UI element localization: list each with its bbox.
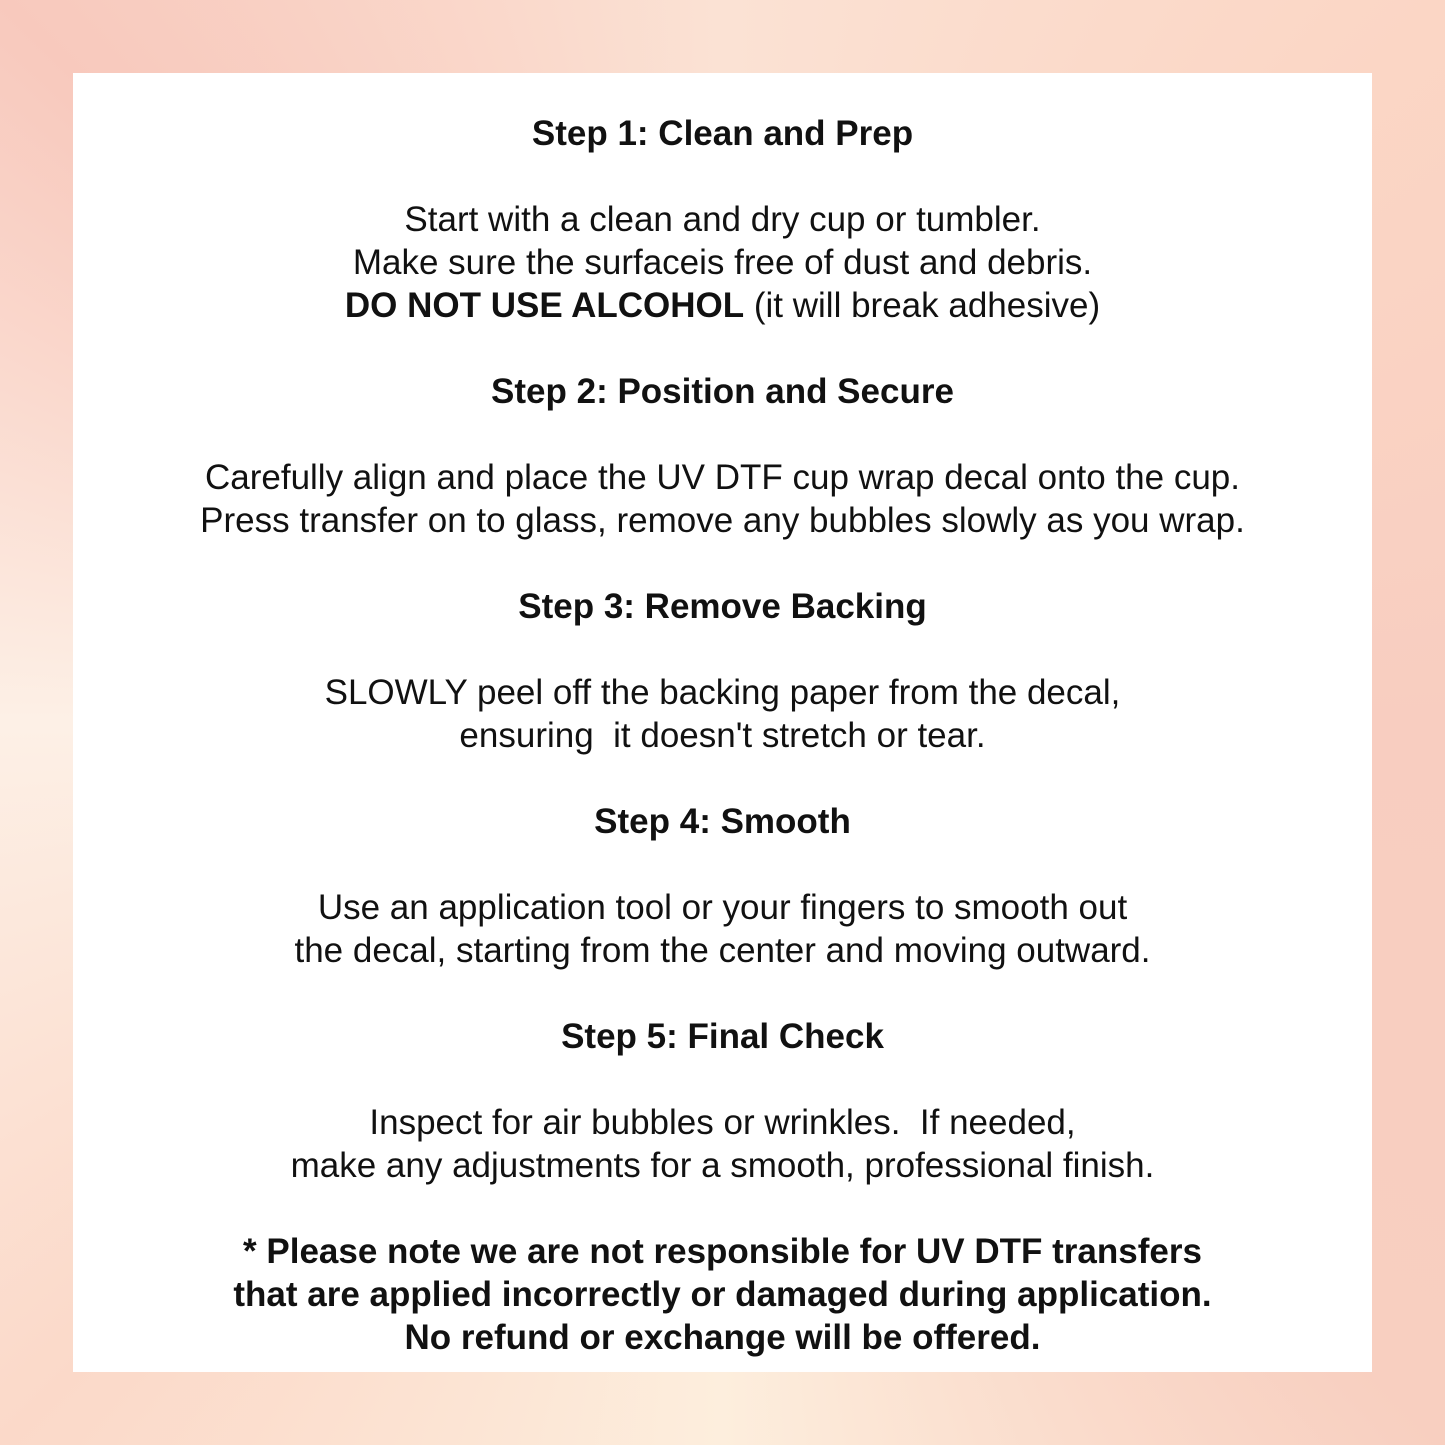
text-line: Make sure the surfaceis free of dust and debris.	[352, 243, 1093, 282]
step-4-section	[73, 800, 1372, 972]
step-1-body	[73, 198, 1372, 327]
step-1-heading: Step 1: Clean and Prep	[531, 114, 914, 153]
step-3-body	[73, 671, 1372, 757]
text-line: Press transfer on to glass, remove any bubbles slowly as you wrap.	[200, 501, 1245, 540]
step-3-heading: Step 3: Remove Backing	[518, 587, 927, 626]
text-line: No refund or exchange will be offered.	[404, 1318, 1041, 1357]
alcohol-warning-line	[73, 284, 1372, 327]
alcohol-warning-bold-text: DO NOT USE ALCOHOL	[344, 286, 745, 325]
step-5-section	[73, 1015, 1372, 1187]
step-2-section	[73, 370, 1372, 542]
text-line: Use an application tool or your fingers to smooth out	[317, 888, 1128, 927]
step-4-heading: Step 4: Smooth	[594, 802, 851, 841]
step-4-body	[73, 886, 1372, 972]
text-line: Inspect for air bubbles or wrinkles. If needed,	[369, 1103, 1076, 1142]
text-line: Carefully align and place the UV DTF cup wrap decal onto the cup.	[204, 458, 1240, 497]
step-5-heading: Step 5: Final Check	[561, 1017, 884, 1056]
text-line: make any adjustments for a smooth, professional finish.	[290, 1146, 1155, 1185]
text-line: that are applied incorrectly or damaged during application.	[233, 1275, 1212, 1314]
text-line: SLOWLY peel off the backing paper from the decal,	[324, 673, 1121, 712]
text-line: the decal, starting from the center and moving outward.	[294, 931, 1151, 970]
step-1-section	[73, 112, 1372, 327]
step-2-heading: Step 2: Position and Secure	[491, 372, 954, 411]
text-line: Start with a clean and dry cup or tumbler.	[404, 200, 1041, 239]
text-line: * Please note we are not responsible for UV DTF transfers	[243, 1232, 1202, 1271]
alcohol-warning-regular-text: (it will break adhesive)	[744, 286, 1101, 325]
liability-disclaimer	[73, 1230, 1372, 1359]
step-3-section	[73, 585, 1372, 757]
step-5-body	[73, 1101, 1372, 1187]
step-2-body	[73, 456, 1372, 542]
text-line: ensuring it doesn't stretch or tear.	[459, 716, 986, 755]
instruction-card	[73, 73, 1372, 1372]
